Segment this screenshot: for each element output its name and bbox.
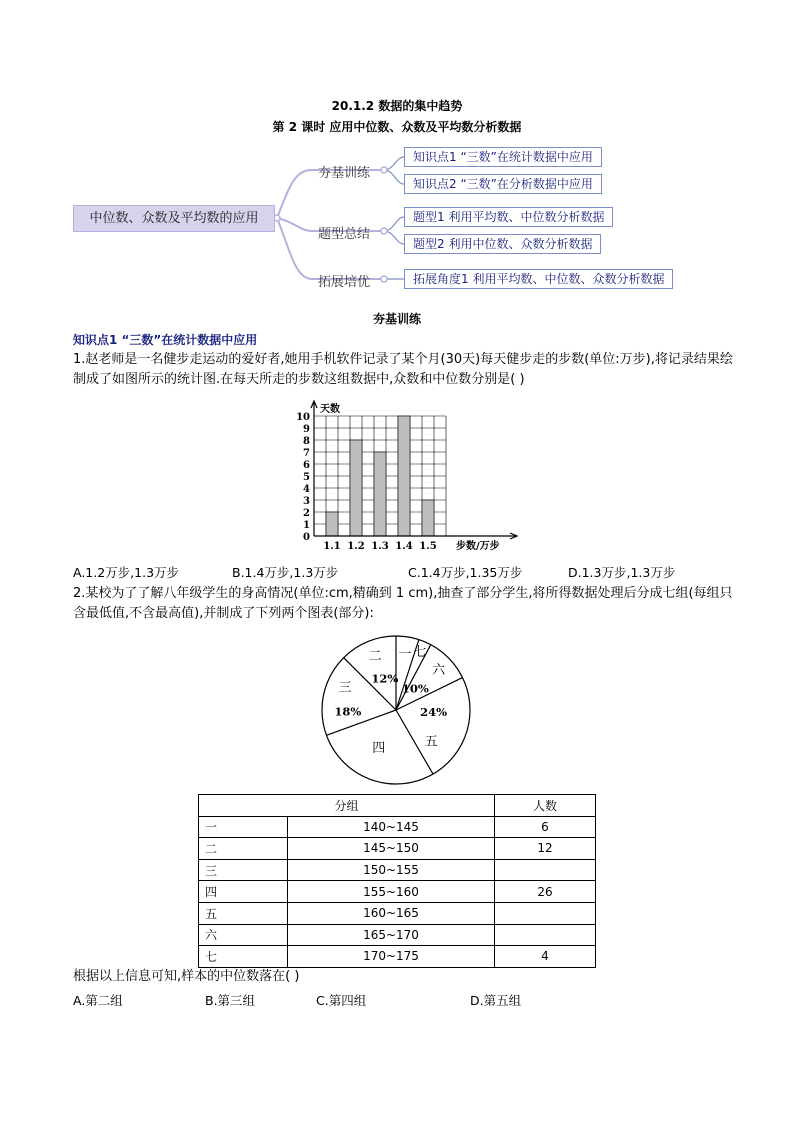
x-tick-label: 1.3: [371, 541, 389, 552]
table-cell-count: 26: [495, 881, 596, 903]
mindmap-leaf-3: 题型1 利用平均数、中位数分析数据: [404, 207, 613, 227]
pie-percent-六: 10%: [401, 681, 429, 696]
table-row: [199, 859, 596, 881]
y-tick-label: 5: [303, 472, 310, 483]
question-1-text: 1.赵老师是一名健步走运动的爱好者,她用手机软件记录了某个月(30天)每天健步走的步数(单位:万步),将记录结果绘制成了如图所示的统计图.在每天所走的步数这组数据中,众数和中位数分别是( ): [73, 352, 733, 387]
node-dot-3: [381, 276, 387, 282]
x-tick-label: 1.4: [395, 541, 413, 552]
table-cell-group: 七: [199, 946, 288, 968]
bar-1.1: [326, 512, 338, 536]
mindmap-leaf-1: 知识点1 “三数”在统计数据中应用: [404, 147, 602, 167]
section-title: 夯基训练: [372, 312, 421, 326]
y-tick-label: 3: [303, 496, 310, 507]
chart-axes: [311, 401, 517, 539]
table-cell-range: 170~175: [288, 946, 495, 968]
y-tick-label: 2: [303, 508, 310, 519]
pie-label-四: 四: [372, 740, 386, 756]
table-row: [199, 838, 596, 860]
table-cell-count: [495, 902, 596, 924]
table-cell-range: 145~150: [288, 838, 495, 860]
bar-1.2: [350, 440, 362, 536]
table-cell-range: 140~145: [288, 816, 495, 838]
pie-chart: [316, 630, 476, 790]
y-tick-label: 4: [303, 484, 310, 495]
table-row: [199, 902, 596, 924]
table-cell-group: 五: [199, 902, 288, 924]
table-cell-group: 四: [199, 881, 288, 903]
mindmap-leaf-4: 题型2 利用中位数、众数分析数据: [404, 234, 601, 254]
y-tick-label: 6: [303, 460, 310, 471]
bar-1.5: [422, 500, 434, 536]
pie-label-二: 二: [368, 648, 382, 664]
height-table: [198, 794, 596, 968]
table-row: [199, 924, 596, 946]
pie-percent-三: 18%: [334, 704, 362, 719]
table-cell-count: 4: [495, 946, 596, 968]
q2-option-c: C.第四组: [316, 993, 367, 1008]
knowledge-point-title: 知识点1 “三数”在统计数据中应用: [73, 333, 258, 347]
question-2-prompt: 根据以上信息可知,样本的中位数落在( ): [73, 969, 300, 984]
table-cell-range: 150~155: [288, 859, 495, 881]
x-tick-label: 1.1: [323, 541, 341, 552]
q1-option-d: D.1.3万步,1.3万步: [568, 565, 676, 580]
table-header-row: [199, 795, 596, 817]
pie-label-七: 七: [413, 644, 427, 660]
lesson-subtitle: 第 2 课时 应用中位数、众数及平均数分析数据: [272, 120, 522, 134]
table-cell-range: 165~170: [288, 924, 495, 946]
table-cell-range: 160~165: [288, 902, 495, 924]
mindmap-connectors: [0, 0, 794, 300]
lesson-title: 20.1.2 数据的集中趋势: [331, 99, 463, 113]
pie-label-六: 六: [432, 662, 446, 678]
bar-1.3: [374, 452, 386, 536]
y-axis-label: 天数: [320, 404, 340, 415]
pie-percent-二: 12%: [371, 671, 399, 686]
y-tick-label: 0: [303, 532, 310, 543]
mindmap-leaf-5: 拓展角度1 利用平均数、中位数、众数分析数据: [404, 269, 673, 289]
q2-option-d: D.第五组: [470, 993, 522, 1008]
q2-option-a: A.第二组: [73, 993, 123, 1008]
bar-1.4: [398, 416, 410, 536]
table-cell-range: 155~160: [288, 881, 495, 903]
x-axis-label: 步数/万步: [456, 541, 500, 552]
y-tick-label: 8: [303, 436, 310, 447]
mindmap-leaf-2: 知识点2 “三数”在分析数据中应用: [404, 174, 602, 194]
y-tick-label: 10: [296, 412, 310, 423]
mindmap-root: 中位数、众数及平均数的应用: [73, 205, 275, 232]
x-tick-label: 1.5: [419, 541, 437, 552]
bar-chart: [290, 396, 520, 556]
table-cell-count: [495, 924, 596, 946]
table-row: [199, 881, 596, 903]
x-tick-label: 1.2: [347, 541, 365, 552]
mindmap-branch-2: 题型总结: [318, 227, 371, 242]
mindmap-branch-3: 拓展培优: [318, 275, 371, 290]
pie-label-一: 一: [398, 646, 412, 662]
node-dot-1: [381, 167, 387, 173]
pie-label-五: 五: [424, 734, 438, 750]
table-cell-group: 六: [199, 924, 288, 946]
q2-option-b: B.第三组: [205, 993, 256, 1008]
table-cell-group: 二: [199, 838, 288, 860]
table-cell-count: 6: [495, 816, 596, 838]
q1-option-c: C.1.4万步,1.35万步: [408, 565, 523, 580]
table-cell-group: 三: [199, 859, 288, 881]
y-tick-label: 9: [303, 424, 310, 435]
q1-option-a: A.1.2万步,1.3万步: [73, 565, 180, 580]
table-row: [199, 816, 596, 838]
pie-label-三: 三: [338, 680, 352, 696]
node-dot-2: [381, 228, 387, 234]
table-cell-count: [495, 859, 596, 881]
y-tick-label: 1: [303, 520, 310, 531]
q1-option-b: B.1.4万步,1.3万步: [232, 565, 339, 580]
table-header-group: 分组: [199, 795, 495, 817]
mindmap-branch-1: 夯基训练: [318, 166, 371, 181]
question-2-text: 2.某校为了了解八年级学生的身高情况(单位:cm,精确到 1 cm),抽查了部分学生,将所得数据处理后分成七组(每组只含最低值,不含最高值),并制成了下列两个图表(部分):: [73, 586, 733, 621]
pie-percent-五: 24%: [420, 705, 448, 720]
y-tick-label: 7: [303, 448, 310, 459]
table-cell-group: 一: [199, 816, 288, 838]
table-cell-count: 12: [495, 838, 596, 860]
table-row: [199, 946, 596, 968]
table-header-count: 人数: [495, 795, 596, 817]
